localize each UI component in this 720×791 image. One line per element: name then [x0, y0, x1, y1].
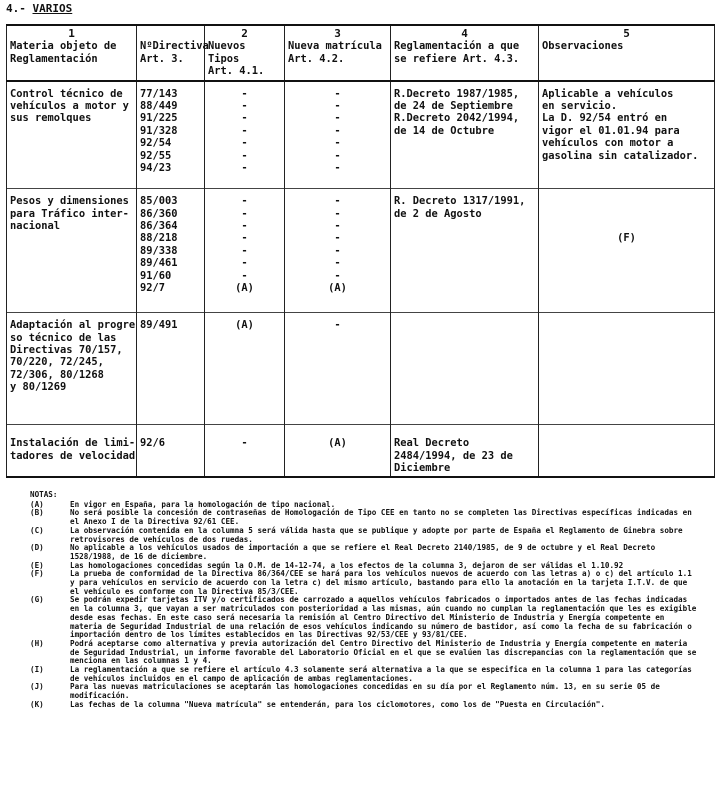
column-header-2: [137, 25, 209, 81]
cell-line: 91/60: [140, 269, 172, 282]
cell-line: 89/461: [140, 257, 178, 270]
cell-line: 92/54: [140, 137, 172, 150]
cell-line: nacional: [10, 219, 61, 232]
column-header-1: [7, 25, 137, 81]
cell-line: -: [334, 87, 341, 100]
cell-line: 2484/1994, de 23 de: [394, 449, 513, 462]
cell-line: -: [334, 207, 341, 220]
cell-line: -: [334, 137, 341, 150]
note-text: La observación contenida en la columna 5 será válida hasta que se publique y adopte por parte de España el Reglamento de Ginebra sobre retrovisores de vehículos de dos ruedas.: [70, 525, 683, 544]
cell-line: Aplicable a vehículos: [542, 87, 674, 100]
note-item: [30, 570, 700, 596]
cell-line: de 14 de Octubre: [394, 124, 495, 137]
note-key: (C): [30, 525, 44, 535]
note-text: Las fechas de la columna "Nueva matrícula" se entenderán, para los ciclomotores, como los de "Puesta en Circulación".: [70, 699, 605, 709]
cell-line: 89/338: [140, 244, 178, 257]
cell-line: -: [241, 124, 248, 137]
note-item: [30, 701, 700, 710]
cell-line: -: [241, 244, 248, 257]
cell-materia: [7, 81, 137, 189]
cell-line: -: [334, 319, 341, 332]
column-header-6: [539, 25, 715, 81]
cell-line: gasolina sin catalizador.: [542, 149, 699, 162]
note-key: (B): [30, 508, 44, 518]
note-key: (H): [30, 638, 44, 648]
note-item: [30, 683, 700, 700]
cell-line: Diciembre: [394, 461, 451, 474]
column-number: 2: [241, 27, 248, 40]
cell-directivas: [137, 425, 205, 478]
cell-nuevos: [205, 313, 285, 425]
note-text: No será posible la concesión de contraseñas de Homologación de Tipo CEE en tanto no se completen las Directivas específicas indicadas en el Anexo I de la Directiva 92/61 CEE.: [70, 508, 692, 527]
cell-line: de 24 de Septiembre: [394, 100, 513, 113]
cell-nuevos: [205, 425, 285, 478]
cell-line: -: [241, 219, 248, 232]
cell-line: R. Decreto 1317/1991,: [394, 195, 526, 208]
cell-line: -: [334, 232, 341, 245]
cell-line: (A): [235, 281, 254, 294]
cell-line: -: [334, 100, 341, 113]
cell-reglamentacion: [391, 81, 539, 189]
note-key: (A): [30, 499, 44, 509]
note-key: (F): [30, 569, 44, 579]
cell-line: -: [241, 87, 248, 100]
cell-nuevos: [205, 189, 285, 313]
cell-line: vehículos con motor a: [542, 137, 674, 150]
column-label: [542, 53, 711, 65]
cell-line: so técnico de las: [10, 331, 117, 344]
cell-line: [542, 195, 711, 207]
column-label: Art. 4.1.: [208, 65, 265, 78]
notes-list: [30, 501, 700, 710]
cell-line: -: [241, 269, 248, 282]
column-number: 3: [334, 27, 341, 40]
cell-line: Control técnico de: [10, 87, 123, 100]
cell-matricula: [285, 189, 391, 313]
cell-line: -: [241, 257, 248, 270]
column-label: Observaciones: [542, 40, 624, 53]
cell-materia: [7, 189, 137, 313]
cell-line: 91/225: [140, 112, 178, 125]
column-label: Nuevos Tipos: [208, 40, 246, 65]
cell-line: [542, 208, 711, 220]
note-key: (J): [30, 682, 44, 692]
table-row: [7, 425, 715, 478]
cell-line: -: [241, 195, 248, 208]
cell-line: y 80/1269: [10, 381, 67, 394]
cell-line: Instalación de limi-: [10, 437, 136, 450]
note-text: La prueba de conformidad de la Directiva 86/364/CEE se hará para los vehículos nuevos de acuerdo con las letras a) o c) del artículo 1.1 y para vehículos en servicio de acuerdo con la letra c) del mismo artículo, bastando para ello la anotación en la tarjeta I.T.V. de que el vehículo es conforme con la Directiva 85/3/CEE.: [70, 569, 692, 596]
cell-line: 72/306, 80/1268: [10, 368, 104, 381]
note-item: [30, 509, 700, 526]
cell-line: Adaptación al progre: [10, 319, 136, 332]
cell-observaciones: [539, 81, 715, 189]
cell-line: 94/23: [140, 162, 172, 175]
cell-nuevos: [205, 81, 285, 189]
cell-line: -: [334, 257, 341, 270]
cell-line: -: [241, 207, 248, 220]
cell-line: -: [241, 137, 248, 150]
cell-line: vigor el 01.01.94 para: [542, 124, 680, 137]
table-row: [7, 189, 715, 313]
cell-line: -: [241, 232, 248, 245]
cell-line: -: [334, 244, 341, 257]
note-key: (D): [30, 543, 44, 553]
cell-line: sus remolques: [10, 112, 92, 125]
cell-line: -: [241, 162, 248, 175]
cell-line: -: [334, 149, 341, 162]
cell-line: [542, 220, 711, 232]
cell-reglamentacion: [391, 425, 539, 478]
note-key: (G): [30, 595, 44, 605]
cell-line: -: [334, 112, 341, 125]
note-key: (K): [30, 699, 44, 709]
column-label: Art. 3.: [140, 52, 184, 65]
cell-line: tadores de velocidad: [10, 449, 136, 462]
column-label: Art. 4.2.: [288, 52, 345, 65]
note-item: [30, 544, 700, 561]
cell-observaciones: [539, 425, 715, 478]
note-text: Las homologaciones concedidas según la O.M. de 14-12-74, a los efectos de la columna 3, dejaron de ser válidas el 1.10.92: [70, 560, 624, 570]
cell-line: Real Decreto: [394, 437, 470, 450]
cell-line: 88/218: [140, 232, 178, 245]
cell-line: (A): [235, 319, 254, 332]
cell-line: Pesos y dimensiones: [10, 195, 129, 208]
section-title: 4.- VARIOS: [6, 2, 73, 15]
column-header-5: [391, 25, 539, 81]
note-text: No aplicable a los vehículos usados de importación a que se refiere el Real Decreto 2140/1985, de 9 de octubre y el Real Decreto 1528/1988, de 16 de diciembre.: [70, 543, 656, 561]
cell-line: -: [334, 162, 341, 175]
column-header-4: [285, 25, 391, 81]
cell-line: -: [334, 195, 341, 208]
cell-line: 89/491: [140, 319, 178, 332]
cell-line: 77/143: [140, 87, 178, 100]
cell-line: de 2 de Agosto: [394, 207, 482, 220]
column-label: Reglamentación a que: [394, 40, 520, 53]
cell-directivas: [137, 189, 205, 313]
cell-line: 70/220, 72/245,: [10, 356, 104, 369]
column-label: Nueva matrícula: [288, 40, 382, 53]
cell-line: (A): [328, 437, 347, 450]
cell-observaciones: [539, 189, 715, 313]
cell-line: 86/364: [140, 219, 178, 232]
cell-matricula: [285, 313, 391, 425]
cell-matricula: [285, 81, 391, 189]
cell-line: -: [241, 100, 248, 113]
cell-line: -: [241, 112, 248, 125]
note-item: [30, 640, 700, 666]
cell-line: La D. 92/54 entró en: [542, 112, 668, 125]
cell-line: R.Decreto 2042/1994,: [394, 112, 520, 125]
cell-line: (A): [328, 281, 347, 294]
column-number: [140, 28, 201, 40]
cell-reglamentacion: [391, 189, 539, 313]
note-text: La reglamentación a que se refiere el artículo 4.3 solamente será alternativa a la que se especifica en la columna 1 para las categorías de vehículos incluidos en el campo de aplicación de ambas reglamentaciones.: [70, 665, 692, 683]
cell-observaciones: [539, 313, 715, 425]
cell-line: para Tráfico inter-: [10, 207, 129, 220]
cell-line: -: [241, 437, 248, 450]
table-header-row: [7, 25, 715, 81]
cell-materia: [7, 425, 137, 478]
cell-reglamentacion: [391, 313, 539, 425]
note-key: (E): [30, 560, 44, 570]
column-label: Materia objeto de: [10, 40, 117, 53]
cell-line: -: [334, 219, 341, 232]
cell-line: -: [334, 269, 341, 282]
note-text: Se podrán expedir tarjetas ITV y/o certificados de carrozado a aquellos vehículos fabricados o importados antes de las fechas indicadas en la columna 3, que vayan a ser matriculados con posterioridad a las mismas, aún cuando no cumplan la reglamentación que les es exigible desde esas fechas. En este caso será necesaria la remisión al Centro Directivo del Ministerio de Industria y Energía competente en materia de Seguridad Industrial de una relación de esos vehículos indicando su número de bastidor, así como la fecha de su fabricación o importación dentro de los límites establecidos en las Directivas 92/53/CEE y 93/81/CEE.: [70, 595, 697, 640]
cell-line: en servicio.: [542, 100, 618, 113]
cell-line: -: [334, 124, 341, 137]
note-item: [30, 596, 700, 640]
notes-title: NOTAS:: [30, 490, 58, 499]
column-header-3: [205, 25, 285, 81]
note-item: [30, 527, 700, 544]
cell-line: -: [241, 149, 248, 162]
column-label: se refiere Art. 4.3.: [394, 52, 520, 65]
column-number: 4: [461, 27, 468, 40]
note-item: [30, 666, 700, 683]
note-text: Podrá aceptarse como alternativa y previa autorización del Centro Directivo del Ministerio de Industria y Energía competente en materia de Seguridad Industrial, un informe favorable del Laboratorio Oficial en el que se evalúen las discrepancias con la reglamentación que se menciona en las columnas 1 y 4.: [70, 638, 697, 666]
cell-directivas: [137, 313, 205, 425]
table-row: [7, 81, 715, 189]
note-text: En vigor en España, para la homologación de tipo nacional.: [70, 499, 336, 509]
cell-line: 85/003: [140, 195, 178, 208]
column-number: 5: [623, 27, 630, 40]
cell-line: 88/449: [140, 100, 178, 113]
cell-line: R.Decreto 1987/1985,: [394, 87, 520, 100]
cell-line: 92/55: [140, 149, 172, 162]
cell-line: 92/7: [140, 281, 166, 294]
column-label: NºDirectiva: [140, 40, 209, 53]
table-row: [7, 313, 715, 425]
note-text: Para las nuevas matriculaciones se aceptarán las homologaciones concedidas en su día por el Reglamento núm. 13, en su serie 05 de modificación.: [70, 682, 660, 701]
cell-line: 91/328: [140, 124, 178, 137]
cell-line: (F): [617, 232, 636, 245]
cell-line: 86/360: [140, 207, 178, 220]
cell-line: Directivas 70/157,: [10, 343, 123, 356]
cell-line: 92/6: [140, 437, 166, 450]
note-key: (I): [30, 665, 44, 675]
notes-section: [30, 491, 700, 710]
table-body: [7, 81, 715, 478]
regulation-table: [6, 24, 715, 478]
column-label: Reglamentación: [10, 52, 98, 65]
cell-materia: [7, 313, 137, 425]
cell-matricula: [285, 425, 391, 478]
cell-line: vehículos a motor y: [10, 100, 129, 113]
column-number: 1: [68, 27, 75, 40]
cell-directivas: [137, 81, 205, 189]
